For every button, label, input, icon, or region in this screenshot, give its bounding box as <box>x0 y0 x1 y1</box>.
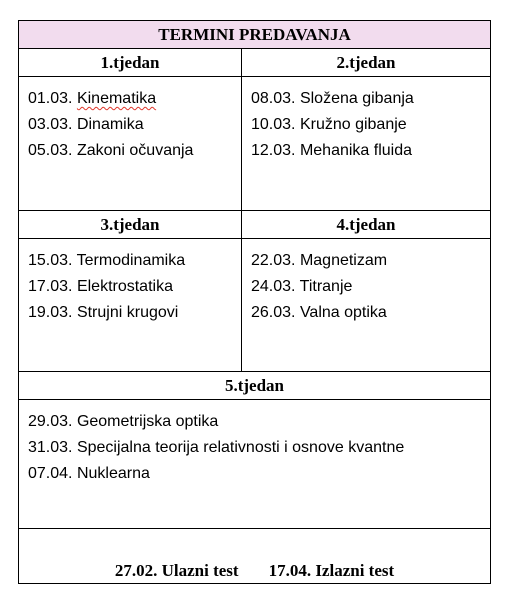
table-title: TERMINI PREDAVANJA <box>19 21 491 49</box>
lecture-item <box>251 248 490 274</box>
lecture-date: 03.03. <box>28 116 73 133</box>
lecture-topic: Specijalna teorija relativnosti i osnove kvantne <box>76 439 405 456</box>
lecture-item <box>251 274 490 300</box>
lecture-topic: Magnetizam <box>299 252 388 269</box>
week-3-lectures <box>19 239 242 372</box>
week-content-row-2 <box>19 239 491 372</box>
lecture-date: 24.03. <box>251 278 296 295</box>
lecture-item <box>28 86 241 112</box>
exit-test: 17.04. Izlazni test <box>268 561 395 580</box>
lecture-date: 10.03. <box>251 116 296 133</box>
lecture-item <box>28 461 490 487</box>
lecture-topic: Kružno gibanje <box>299 116 407 133</box>
lecture-item <box>251 138 490 164</box>
week-header-row-2 <box>19 211 491 239</box>
week-header-1: 1.tjedan <box>19 49 242 77</box>
week-header-3: 3.tjedan <box>19 211 242 239</box>
lecture-topic: Kinematika <box>76 90 157 107</box>
lecture-topic: Zakoni očuvanja <box>76 142 194 159</box>
footer-row <box>19 529 491 584</box>
lecture-item <box>251 112 490 138</box>
lecture-date: 22.03. <box>251 252 296 269</box>
lecture-topic: Valna optika <box>299 304 387 321</box>
lecture-date: 01.03. <box>28 90 73 107</box>
lecture-topic: Strujni krugovi <box>76 304 179 321</box>
title-row <box>19 21 491 49</box>
lecture-date: 17.03. <box>28 278 73 295</box>
lecture-topic: Dinamika <box>76 116 144 133</box>
lecture-date: 15.03. <box>28 252 73 269</box>
week-5-lectures <box>19 400 491 529</box>
week-header-2: 2.tjedan <box>242 49 491 77</box>
week-4-lectures <box>242 239 491 372</box>
lecture-item <box>28 248 241 274</box>
lecture-item <box>28 300 241 326</box>
lecture-date: 19.03. <box>28 304 73 321</box>
lecture-date: 05.03. <box>28 142 73 159</box>
lecture-item <box>28 112 241 138</box>
lecture-schedule-table <box>18 20 491 584</box>
lecture-date: 29.03. <box>28 413 73 430</box>
lecture-topic: Složena gibanja <box>299 90 414 107</box>
lecture-topic: Nuklearna <box>76 465 150 482</box>
lecture-item <box>28 138 241 164</box>
entry-test: 27.02. Ulazni test <box>114 561 239 580</box>
week-header-5: 5.tjedan <box>19 372 491 400</box>
lecture-date: 07.04. <box>28 465 73 482</box>
lecture-date: 12.03. <box>251 142 296 159</box>
lecture-topic: Elektrostatika <box>76 278 173 295</box>
lecture-date: 26.03. <box>251 304 296 321</box>
lecture-item <box>251 300 490 326</box>
week-2-lectures <box>242 77 491 211</box>
lecture-item <box>28 409 490 435</box>
lecture-item <box>28 274 241 300</box>
lecture-item <box>251 86 490 112</box>
lecture-topic: Mehanika fluida <box>299 142 413 159</box>
lecture-topic: Titranje <box>299 278 353 295</box>
lecture-topic: Termodinamika <box>76 252 186 269</box>
week-content-row-1 <box>19 77 491 211</box>
lecture-item <box>28 435 490 461</box>
lecture-date: 31.03. <box>28 439 73 456</box>
week-content-row-3 <box>19 400 491 529</box>
week-header-4: 4.tjedan <box>242 211 491 239</box>
week-header-row-3 <box>19 372 491 400</box>
week-1-lectures <box>19 77 242 211</box>
lecture-date: 08.03. <box>251 90 296 107</box>
test-dates <box>19 529 491 584</box>
week-header-row-1 <box>19 49 491 77</box>
lecture-topic: Geometrijska optika <box>76 413 219 430</box>
